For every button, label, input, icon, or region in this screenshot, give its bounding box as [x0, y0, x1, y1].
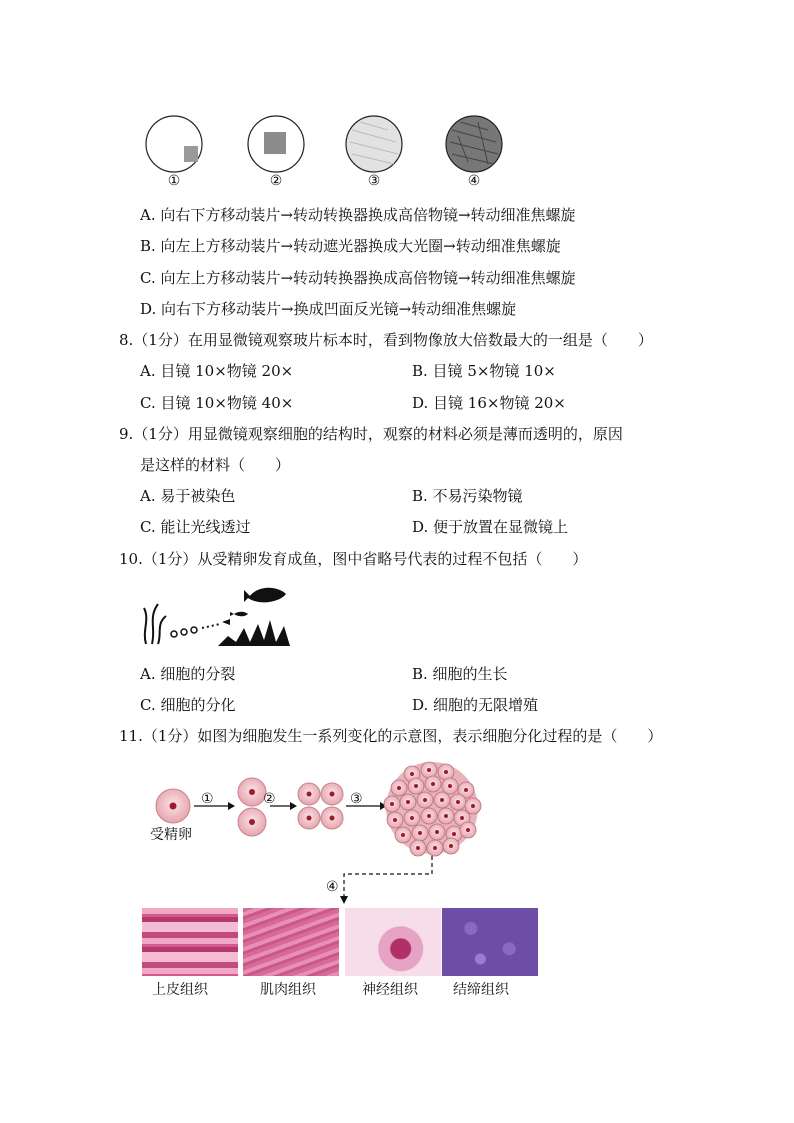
q9-option-a[interactable]: A. 易于被染色 [140, 487, 236, 505]
field-label-3: ③ [367, 173, 381, 189]
q10-option-a[interactable]: A. 细胞的分裂 [140, 665, 236, 683]
q9-option-c[interactable]: C. 能让光线透过 [140, 518, 251, 536]
tissue-label-nerve: 神经组织 [362, 982, 418, 998]
muscle-tissue-image [243, 908, 339, 976]
q8-option-a[interactable]: A. 目镜 10×物镜 20× [140, 362, 294, 380]
q9-option-b[interactable]: B. 不易污染物镜 [412, 487, 523, 505]
field-4 [446, 116, 502, 172]
fertilized-egg-label: 受精卵 [150, 827, 192, 843]
q8-option-c[interactable]: C. 目镜 10×物镜 40× [140, 394, 294, 412]
q8-option-d[interactable]: D. 目镜 16×物镜 20× [412, 394, 566, 412]
q7-option-b[interactable]: B. 向左上方移动装片→转动遮光器换成大光圈→转动细准焦螺旋 [140, 237, 561, 255]
field-2 [248, 116, 304, 172]
field-3 [346, 116, 402, 172]
step-label-4: ④ [326, 879, 339, 895]
q10-option-d[interactable]: D. 细胞的无限增殖 [412, 696, 539, 714]
cell-cluster [384, 762, 481, 856]
q10-option-b[interactable]: B. 细胞的生长 [412, 665, 508, 683]
nerve-tissue-image [345, 908, 441, 976]
q7-option-a[interactable]: A. 向右下方移动装片→转动转换器换成高倍物镜→转动细准焦螺旋 [140, 206, 576, 224]
microscope-fields-figure [138, 112, 518, 178]
step-label-2: ② [263, 791, 276, 807]
q9-option-d[interactable]: D. 便于放置在显微镜上 [412, 518, 569, 536]
field-label-1: ① [167, 173, 181, 189]
tissue-label-muscle: 肌肉组织 [260, 982, 316, 998]
step-label-1: ① [201, 791, 214, 807]
q9-stem-line2: 是这样的材料（ ） [140, 456, 291, 474]
q8-option-b[interactable]: B. 目镜 5×物镜 10× [412, 362, 556, 380]
q7-option-d[interactable]: D. 向右下方移动装片→换成凹面反光镜→转动细准焦螺旋 [140, 300, 517, 318]
q8-stem: 8.（1分）在用显微镜观察玻片标本时，看到物像放大倍数最大的一组是（ ） [119, 331, 653, 349]
fish-development-figure [138, 580, 298, 648]
q7-option-c[interactable]: C. 向左上方移动装片→转动转换器换成高倍物镜→转动细准焦螺旋 [140, 269, 576, 287]
tissue-label-connective: 结缔组织 [453, 982, 509, 998]
tissue-label-epithelial: 上皮组织 [152, 982, 208, 998]
q10-stem: 10.（1分）从受精卵发育成鱼，图中省略号代表的过程不包括（ ） [119, 550, 588, 568]
cell-division-figure [140, 756, 500, 906]
connective-tissue-image [442, 908, 538, 976]
q9-stem-line1: 9.（1分）用显微镜观察细胞的结构时，观察的材料必须是薄而透明的，原因 [119, 425, 623, 443]
field-1 [146, 116, 202, 172]
q10-option-c[interactable]: C. 细胞的分化 [140, 696, 236, 714]
q11-stem: 11.（1分）如图为细胞发生一系列变化的示意图，表示细胞分化过程的是（ ） [119, 727, 663, 745]
field-label-4: ④ [467, 173, 481, 189]
field-label-2: ② [269, 173, 283, 189]
step-label-3: ③ [350, 791, 363, 807]
epithelial-tissue-image [142, 908, 238, 976]
